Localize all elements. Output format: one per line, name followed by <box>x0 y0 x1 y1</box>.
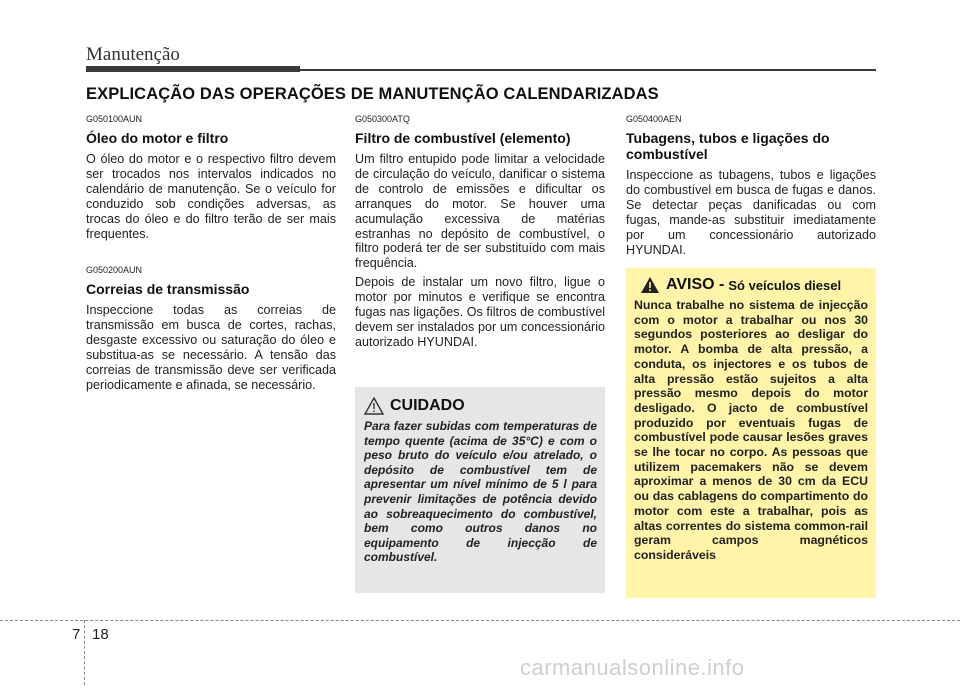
header-rule-thin <box>300 69 876 71</box>
section-heading: Óleo do motor e filtro <box>86 130 229 146</box>
section-body: Inspeccione todas as correias de transmissão em busca de cortes, rachas, desgaste excessivo ou saturação do óleo e substitua-as se necessário. A tensão das correias de transmissão deve ser verificada periodicamente e afinada, se necessário. <box>86 303 336 392</box>
section-code: G050400AEN <box>626 114 682 124</box>
section-heading: Filtro de combustível (elemento) <box>355 130 571 146</box>
warning-text: Nunca trabalhe no sistema de injecção com o motor a trabalhar ou nos 30 segundos posteriores ao desligar do motor. A bomba de alta pressão, a conduta, os injectores e os tubos de alta pressão estão sujeitos a alta pressão mesmo depois do motor desligado. O jacto de combustível produzido por eventuais fugas de combustível pode causar lesões graves se lhe tocar no corpo. As pessoas que utilizem pacemakers não se devem aproximar a menos de 30 cm da ECU ou das cablagens do compartimento do motor com este a trabalhar, pois as altas correntes do sistema common-rail geram campos magnéticos consideráveis <box>634 298 868 562</box>
column-2 <box>355 114 605 350</box>
watermark: carmanualsonline.info <box>520 655 745 680</box>
warning-triangle-icon <box>640 276 660 294</box>
chapter-number: 7 <box>72 626 81 643</box>
column-3 <box>626 114 876 257</box>
section-code: G050200AUN <box>86 265 143 276</box>
caution-header <box>364 397 597 415</box>
running-header-title: Manutenção <box>86 44 180 65</box>
caution-title: CUIDADO <box>390 397 465 414</box>
section-code: G050300ATQ <box>355 114 410 124</box>
warning-subtitle: Só veículos diesel <box>728 277 842 293</box>
section-title: EXPLICAÇÃO DAS OPERAÇÕES DE MANUTENÇÃO CALENDARIZADAS <box>86 85 659 103</box>
caution-triangle-icon <box>364 397 384 415</box>
warning-header <box>634 276 868 294</box>
engine-oil-section <box>86 114 336 241</box>
header-rule-thick <box>86 66 300 72</box>
caution-text: Para fazer subidas com temperaturas de tempo quente (acima de 35°C) e com o peso bruto do veículo e/ou atrelado, o depósito de combustível tem de apresentar um nível mínimo de 5 l para prevenir limitações de potência devido ao sobreaquecimento do combustível, bem como outros danos no equipamento de injecção de combustível. <box>364 419 597 565</box>
section-heading: Tubagens, tubos e ligações do combustível <box>626 130 830 162</box>
column-1 <box>86 114 336 417</box>
warning-box <box>626 268 876 598</box>
footer-rule <box>0 620 960 621</box>
section-body: O óleo do motor e o respectivo filtro devem ser trocados nos intervalos indicados no calendário de manutenção. Se o veículo for conduzido sob condições adversas, as trocas do óleo e do filtro terão de ser mais frequentes. <box>86 152 336 241</box>
section-body: Inspeccione as tubagens, tubos e ligações do combustível em busca de fugas e danos. Se detectar peças danificadas ou com fugas, mande-as substituir imediatamente por um concessionário autorizado HYUNDAI. <box>626 168 876 257</box>
section-body: Um filtro entupido pode limitar a velocidade de circulação do veículo, danificar o sistema de controlo de emissões e dificultar os arranques do motor. Se houver uma acumulação excessiva de matérias estranhas no depósito de combustível, o filtro poderá ter de ser substituído com mais frequência. <box>355 152 605 271</box>
drive-belts-section <box>86 265 336 392</box>
section-code: G050100AUN <box>86 114 143 124</box>
section-heading: Correias de transmissão <box>86 281 250 298</box>
page-number: 18 <box>92 626 109 643</box>
section-body-2: Depois de instalar um novo filtro, ligue o motor por minutos e verifique se encontra fugas nas ligações. Os filtros de combustível devem ser instalados por um concessionário autorizado HYUNDAI. <box>355 275 605 349</box>
warning-title: AVISO - <box>666 276 725 293</box>
footer-divider <box>84 620 86 685</box>
caution-box <box>355 387 605 593</box>
